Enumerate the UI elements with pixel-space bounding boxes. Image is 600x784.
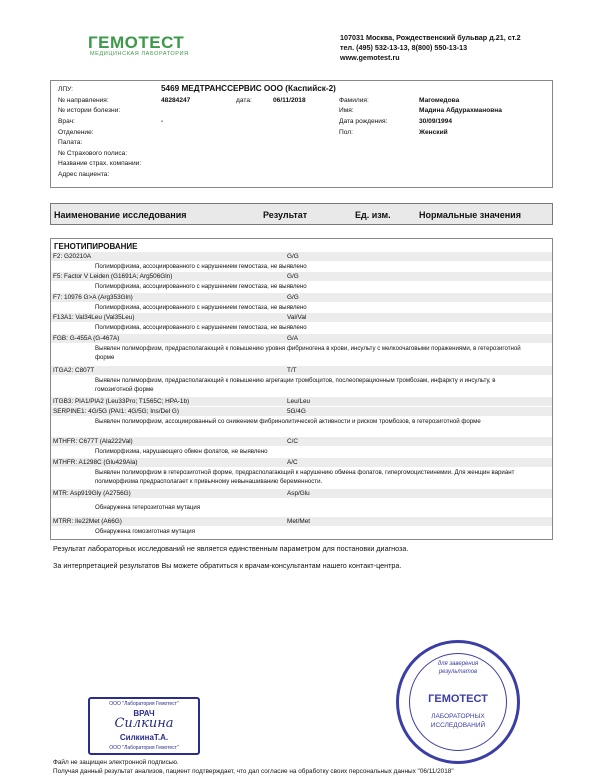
table-row — [51, 458, 552, 467]
date-value: 06/11/2018 — [273, 97, 306, 104]
test-name: MTRR: Ile22Met (A66G) — [53, 518, 122, 525]
table-row-desc — [51, 416, 552, 437]
doctor-stamp — [88, 697, 200, 755]
table-row — [51, 334, 552, 343]
test-description: Полиморфизма, нарушающего обмен фолатов, не выявлено — [95, 448, 268, 455]
test-result: Met/Met — [287, 518, 311, 525]
table-row-desc — [51, 375, 552, 397]
test-result: G/G — [287, 294, 299, 301]
referral-label: № направления: — [58, 97, 109, 104]
test-name: SERPINE1: 4G/5G (PAI1: 4G/5G; Ins/Del G) — [53, 408, 179, 415]
consultation-note: За интерпретацией результатов Вы можете обратиться к врачам-консультантам нашего контакт-центра. — [53, 561, 402, 570]
footer-no-signature: Файл не защищен электронной подписью. — [53, 759, 179, 766]
stamp-line3: ЛАБОРАТОРНЫХ — [431, 713, 485, 720]
section-title: ГЕНОТИПИРОВАНИЕ — [54, 242, 138, 251]
test-description: Выявлен полиморфизм, ассоциированный со снижением фибринолитической активности и риском тромбозов, в гетерозиготной форме — [95, 418, 481, 425]
test-result: G/G — [287, 273, 299, 280]
table-row-desc — [51, 343, 552, 366]
test-result: Val/Val — [287, 314, 307, 321]
dob-value: 30/09/1994 — [419, 118, 453, 125]
test-name: ITGA2: C807T — [53, 367, 95, 374]
stamp-line1: для заверения — [437, 661, 479, 667]
table-row — [51, 489, 552, 498]
disclaimer-note: Результат лабораторных исследований не является единственным параметром для постановки диагноза. — [53, 544, 409, 553]
test-result: Asp/Glu — [287, 490, 310, 497]
lpu-label: ЛПУ: — [58, 86, 73, 93]
table-row-desc — [51, 446, 552, 458]
test-name: MTHFR: C677T (Ala222Val) — [53, 438, 133, 445]
table-row-desc — [51, 302, 552, 313]
doctor-label: Врач: — [58, 118, 75, 125]
test-name: F5: Factor V Leiden (G1691A; Arg506Gln) — [53, 273, 173, 280]
ward-label: Палата: — [58, 139, 83, 146]
test-result: 5G/4G — [287, 408, 306, 415]
results-table — [50, 238, 553, 540]
insurance-label: № Страхового полиса: — [58, 150, 128, 157]
table-row — [51, 272, 552, 281]
logo-subtitle: МЕДИЦИНСКАЯ ЛАБОРАТОРИЯ — [90, 51, 189, 57]
gemotest-logo — [88, 34, 218, 57]
test-description: Обнаружена гетерозиготная мутация — [95, 504, 201, 511]
col-norm-header: Нормальные значения — [419, 210, 521, 220]
logo-text: ГЕМОТЕСТ — [88, 33, 185, 52]
table-row-desc — [51, 261, 552, 272]
test-name: MTHFR: A1298C (Glu429Ala) — [53, 459, 138, 466]
patient-info-box — [50, 80, 553, 188]
col-test-header: Наименование исследования — [54, 210, 187, 220]
test-description: Обнаружена гомозиготная мутация — [95, 528, 196, 535]
stamp-brand: ГЕМОТЕСТ — [428, 693, 488, 705]
test-description: Полиморфизма, ассоциированного с нарушением гемостаза, не выявлено — [95, 283, 307, 290]
name-value: Мадина Абдурахмановна — [419, 107, 502, 114]
table-row — [51, 366, 552, 375]
table-row-desc — [51, 526, 552, 539]
name-label: Имя: — [339, 107, 354, 114]
test-name: F7: 10976 G>A (Arg353Gln) — [53, 294, 133, 301]
table-row — [51, 397, 552, 406]
lab-address-block — [340, 33, 521, 63]
stamp-line2: результатов — [438, 669, 478, 675]
test-name: F13A1: Val34Leu (Val35Leu) — [53, 314, 135, 321]
test-name: ITGB3: PlA1/PlA2 (Leu33Pro; T1565C; HPA-1b) — [53, 398, 190, 405]
test-result: A/C — [287, 459, 298, 466]
sex-label: Пол: — [339, 129, 353, 136]
table-row-desc — [51, 467, 552, 489]
table-row — [51, 252, 552, 261]
department-label: Отделение: — [58, 129, 94, 136]
test-description: Полиморфизма, ассоциированного с нарушением гемостаза, не выявлено — [95, 324, 307, 331]
test-name: FGB: G-455A (G-467A) — [53, 335, 120, 342]
col-unit-header: Ед. изм. — [355, 210, 391, 220]
test-description: Выявлен полиморфизм, предрасполагающий к повышению агрегации тромбоцитов, послеоперационным тромбозам, инфаркту и инсульту, в гомозиготной форме — [95, 377, 496, 393]
table-row-desc — [51, 281, 552, 293]
table-row — [51, 313, 552, 322]
test-description: Выявлен полиморфизм, предрасполагающий к повышению уровня фибриногена в крови, инсульту с мелкоочаговыми поражениями, в гетерозиготной форме — [95, 345, 521, 361]
test-description: Выявлен полиморфизм в гетерозиготной форме, предрасполагающий к нарушению обмена фолатов, гипергомоцистеинемии. Для женщин вариант полиморфизма предрасполагает к привычному невынашиванию беременности. — [95, 469, 515, 485]
date-label: дата: — [236, 97, 252, 104]
stamp-line4: ИССЛЕДОВАНИЙ — [430, 722, 486, 729]
test-result: G/A — [287, 335, 299, 342]
surname-value: Магомедова — [419, 97, 460, 104]
lab-phone: тел. (495) 532-13-13, 8(800) 550-13-13 — [340, 43, 468, 52]
test-description: Полиморфизма, ассоциированного с нарушением гемостаза, не выявлено — [95, 304, 307, 311]
test-result: T/T — [287, 367, 297, 374]
stamp-title: ВРАЧ — [133, 709, 155, 718]
sex-value: Женский — [419, 129, 448, 136]
stamp-org-bottom: ООО "Лаборатория Гемотест" — [109, 745, 179, 751]
patient-address-label: Адрес пациента: — [58, 171, 110, 178]
footer-consent: Получая данный результат анализов, пациент подтверждает, что дал согласие на обработку своих персональных данных "06/11/2018" — [53, 768, 454, 775]
table-row-desc — [51, 322, 552, 334]
lab-website[interactable]: www.gemotest.ru — [340, 53, 400, 62]
lpu-value: 5469 МЕДТРАНССЕРВИС ООО (Каспийск-2) — [161, 84, 336, 93]
table-row — [51, 517, 552, 526]
test-name: MTR: Asp919Gly (A2756G) — [53, 490, 131, 497]
dob-label: Дата рождения: — [339, 118, 388, 125]
results-table-header — [50, 203, 553, 225]
doctor-value: - — [161, 118, 164, 125]
test-result: Leu/Leu — [287, 398, 311, 405]
insurer-label: Название страх. компании: — [58, 160, 142, 167]
referral-value: 48284247 — [161, 97, 191, 104]
test-name: F2: G20210A — [53, 253, 92, 260]
surname-label: Фамилия: — [339, 97, 369, 104]
doctor-signature: Силкина — [114, 716, 174, 731]
test-description: Полиморфизма, ассоциированного с нарушением гемостаза, не выявлено — [95, 263, 307, 270]
col-result-header: Результат — [263, 210, 308, 220]
stamp-org: ООО "Лаборатория Гемотест" — [109, 701, 179, 707]
test-result: G/G — [287, 253, 299, 260]
stamp-doctor-name: СилкинаТ.А. — [119, 733, 169, 742]
history-label: № истории болезни: — [58, 107, 121, 114]
test-result: C/C — [287, 438, 299, 445]
table-row-desc — [51, 498, 552, 517]
table-row — [51, 293, 552, 302]
lab-round-stamp — [396, 640, 520, 764]
lab-address: 107031 Москва, Рождественский бульвар д.21, ст.2 — [340, 33, 521, 42]
table-row — [51, 437, 552, 446]
table-row — [51, 407, 552, 416]
